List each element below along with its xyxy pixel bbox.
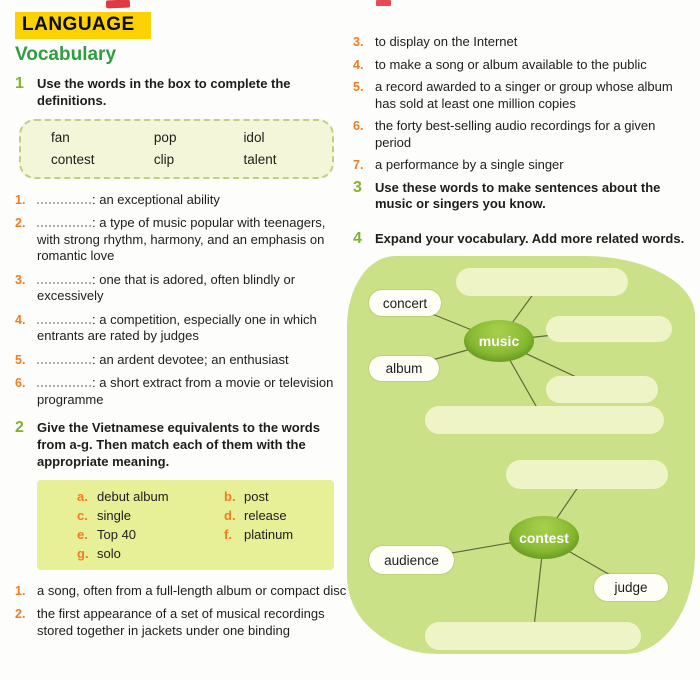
word-box-word: idol bbox=[243, 129, 265, 145]
item-number: 6. bbox=[353, 119, 364, 133]
mindmap-node-audience: audience bbox=[369, 546, 454, 574]
definition-item bbox=[15, 352, 348, 369]
left-column bbox=[15, 12, 348, 646]
definition-text: : a competition, especially one in which entrants are rated by judges bbox=[37, 311, 317, 344]
meaning-item bbox=[353, 57, 693, 74]
item-number: 5. bbox=[353, 80, 364, 94]
right-column bbox=[353, 34, 693, 654]
meaning-item bbox=[353, 79, 693, 112]
meaning-item bbox=[353, 34, 693, 51]
exercise-3-heading bbox=[353, 180, 693, 214]
mindmap-hub-contest: contest bbox=[509, 516, 579, 559]
meaning-item bbox=[353, 118, 693, 151]
definition-text: : an ardent devotee; an enthusiast bbox=[92, 351, 289, 367]
term-letter: f. bbox=[224, 526, 232, 542]
item-number: 2. bbox=[15, 607, 26, 622]
exercise-3-number: 3 bbox=[353, 178, 362, 196]
item-number: 5. bbox=[15, 352, 26, 367]
meaning-text: a song, often from a full-length album or compact disc bbox=[37, 582, 347, 598]
section-label: LANGUAGE bbox=[15, 12, 151, 39]
term-text: Top 40 bbox=[97, 526, 137, 542]
vocabulary-mindmap bbox=[347, 256, 695, 654]
meanings-list-right bbox=[353, 34, 693, 174]
item-number: 3. bbox=[15, 272, 26, 287]
meaning-text: the forty best-selling audio recordings for a given period bbox=[375, 118, 656, 150]
term-item bbox=[77, 527, 224, 542]
empty-node bbox=[546, 316, 672, 342]
word-box-word: talent bbox=[243, 151, 277, 167]
terms-box bbox=[37, 480, 334, 570]
empty-node bbox=[425, 622, 641, 650]
term-item bbox=[77, 508, 224, 523]
term-text: release bbox=[244, 507, 287, 523]
definition-text: : one that is adored, often blindly or excessively bbox=[37, 271, 296, 304]
definition-item bbox=[15, 215, 348, 265]
term-text: post bbox=[244, 488, 269, 504]
exercise-2-instruction: Give the Vietnamese equivalents to the words from a-g. Then match each of them with the appropriate meaning. bbox=[37, 420, 320, 470]
term-letter: a. bbox=[77, 488, 88, 504]
mindmap-hub-music: music bbox=[464, 320, 534, 362]
meaning-item bbox=[353, 157, 693, 174]
exercise-4-number: 4 bbox=[353, 230, 362, 248]
definition-item bbox=[15, 272, 348, 305]
word-box-word: fan bbox=[51, 129, 70, 145]
term-item bbox=[77, 546, 224, 561]
term-letter: e. bbox=[77, 526, 88, 542]
word-box bbox=[19, 119, 334, 179]
definition-item bbox=[15, 312, 348, 345]
answer-blank bbox=[37, 217, 91, 227]
scan-artifact-mark bbox=[376, 0, 391, 6]
item-number: 6. bbox=[15, 376, 26, 391]
term-letter: b. bbox=[224, 488, 236, 504]
mindmap-node-judge: judge bbox=[594, 574, 668, 601]
word-box-word: clip bbox=[153, 151, 175, 167]
term-item bbox=[224, 508, 293, 523]
empty-node bbox=[456, 268, 628, 296]
answer-blank bbox=[37, 274, 91, 284]
exercise-4-instruction: Expand your vocabulary. Add more related words. bbox=[375, 231, 685, 247]
scan-artifact-mark bbox=[106, 0, 130, 8]
mindmap-node-concert: concert bbox=[369, 290, 441, 316]
meaning-text: the first appearance of a set of musical recordings stored together in jackets under one binding bbox=[37, 606, 325, 638]
term-text: single bbox=[97, 507, 131, 523]
answer-blank bbox=[37, 314, 91, 324]
page-title: Vocabulary bbox=[15, 44, 117, 65]
definitions-list bbox=[15, 192, 348, 409]
word-box-word: pop bbox=[153, 129, 177, 145]
item-number: 1. bbox=[15, 192, 26, 207]
answer-blank bbox=[37, 354, 91, 364]
definition-text: : an exceptional ability bbox=[92, 191, 220, 207]
item-number: 7. bbox=[353, 158, 364, 172]
meaning-text: a record awarded to a singer or group whose album has sold at least one million copies bbox=[375, 79, 673, 111]
term-letter: d. bbox=[224, 507, 236, 523]
meaning-text: to make a song or album available to the public bbox=[375, 56, 647, 72]
exercise-2-heading bbox=[15, 420, 348, 471]
meaning-text: a performance by a single singer bbox=[375, 157, 564, 172]
mindmap-node-album: album bbox=[369, 356, 439, 381]
definition-text: : a short extract from a movie or television programme bbox=[37, 375, 334, 407]
term-letter: c. bbox=[77, 507, 88, 523]
empty-node bbox=[546, 376, 658, 403]
item-number: 3. bbox=[353, 35, 364, 49]
definition-item bbox=[15, 375, 348, 408]
item-number: 4. bbox=[15, 312, 26, 327]
meaning-item bbox=[15, 583, 348, 600]
terms-column-left bbox=[77, 489, 224, 561]
exercise-3-instruction: Use these words to make sentences about the music or singers you know. bbox=[375, 179, 661, 212]
empty-node bbox=[425, 406, 664, 434]
meaning-text: to display on the Internet bbox=[375, 34, 518, 49]
item-number: 1. bbox=[15, 583, 26, 598]
exercise-1-instruction: Use the words in the box to complete the definitions. bbox=[37, 76, 291, 108]
exercise-1-number: 1 bbox=[15, 75, 24, 92]
term-text: solo bbox=[97, 545, 121, 561]
answer-blank bbox=[37, 194, 91, 204]
term-text: platinum bbox=[244, 526, 294, 542]
term-item bbox=[224, 527, 293, 542]
term-text: debut album bbox=[97, 488, 169, 504]
term-item bbox=[224, 489, 293, 504]
item-number: 2. bbox=[15, 216, 26, 231]
empty-node bbox=[506, 460, 668, 489]
terms-column-right bbox=[224, 489, 293, 561]
meanings-list-left bbox=[15, 583, 348, 640]
item-number: 4. bbox=[353, 57, 364, 72]
exercise-2-number: 2 bbox=[15, 419, 24, 437]
word-box-word: contest bbox=[51, 151, 95, 167]
exercise-1-heading bbox=[15, 76, 348, 110]
definition-text: : a type of music popular with teenagers, with strong rhythm, harmony, and an emphasis on romantic love bbox=[37, 215, 326, 264]
answer-blank bbox=[37, 377, 91, 387]
definition-item bbox=[15, 192, 348, 209]
term-letter: g. bbox=[77, 545, 89, 561]
term-item bbox=[77, 489, 224, 504]
exercise-4-heading bbox=[353, 231, 693, 248]
meaning-item bbox=[15, 606, 348, 639]
